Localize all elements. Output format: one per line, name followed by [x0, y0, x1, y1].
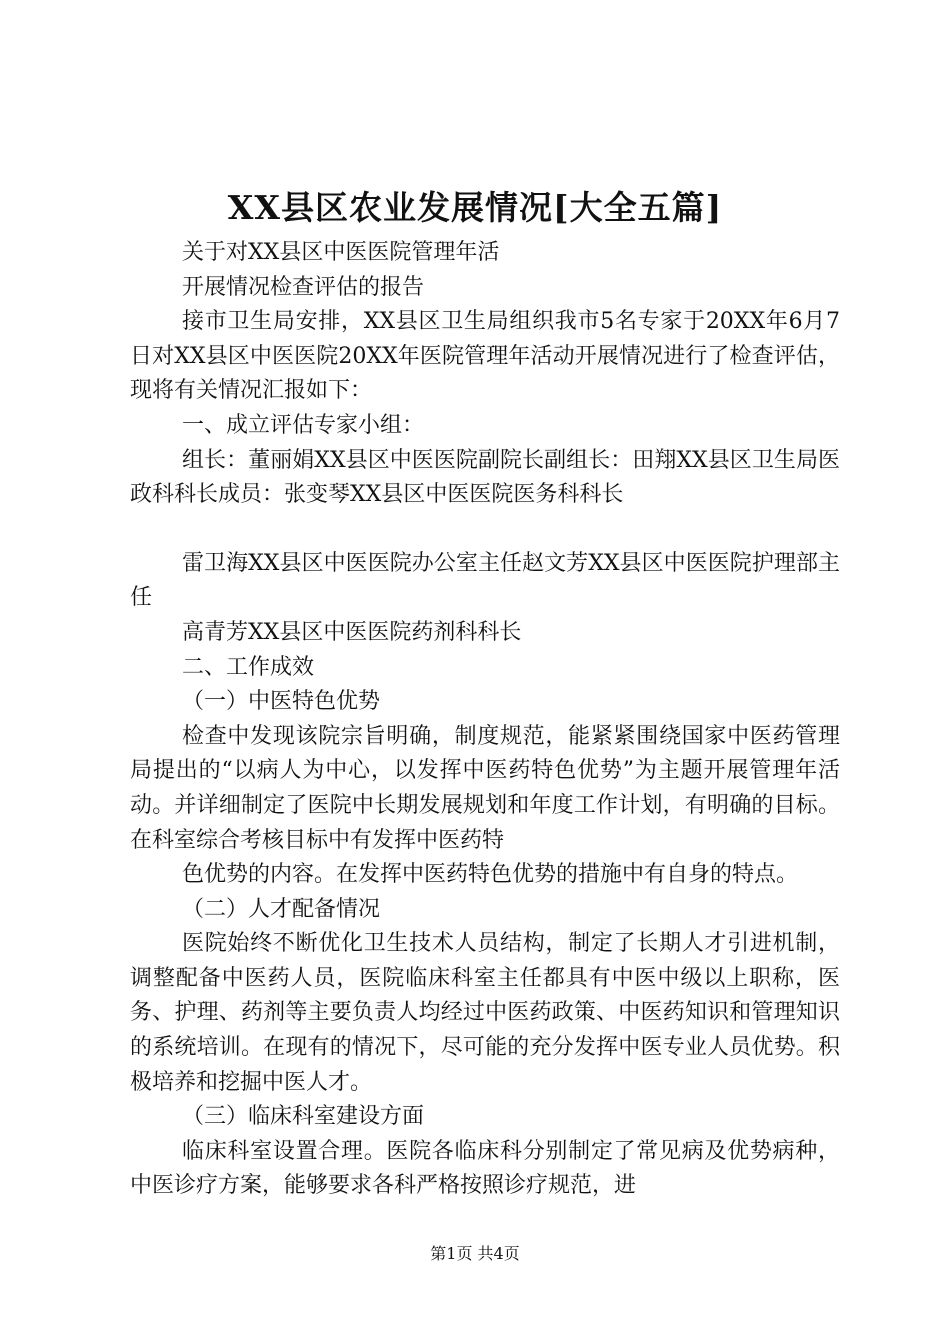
paragraph-clinical-depts: 临床科室设置合理。医院各临床科分别制定了常见病及优势病种，中医诊疗方案，能够要求各科严格按照诊疗规范，进 [130, 1138, 840, 1199]
paragraph-heading-line-2: 开展情况检查评估的报告 [182, 274, 425, 300]
subsection-heading-2: （二）人才配备情况 [182, 896, 381, 922]
document-title: XX县区农业发展情况[大全五篇] [227, 188, 723, 227]
paragraph-intro: 接市卫生局安排，XX县区卫生局组织我市5名专家于20XX年6月7日对XX县区中医医院20XX年医院管理年活动开展情况进行了检查评估，现将有关情况汇报如下： [130, 309, 840, 404]
paragraph-tcm-features-cont: 色优势的内容。在发挥中医药特色优势的措施中有自身的特点。 [182, 862, 799, 888]
paragraph-heading-line-1: 关于对XX县区中医医院管理年活 [182, 240, 500, 265]
paragraph-team-members-3: 高青芳XX县区中医医院药剂科科长 [182, 619, 522, 645]
section-heading-2: 二、工作成效 [182, 654, 315, 680]
document-body [130, 236, 840, 1204]
subsection-heading-3: （三）临床科室建设方面 [182, 1104, 425, 1130]
paragraph-tcm-features: 检查中发现该院宗旨明确，制度规范，能紧紧围绕国家中医药管理局提出的“以病人为中心，以发挥中医药特色优势”为主题开展管理年活动。并详细制定了医院中长期发展规划和年度工作计划，有明确的目标。在科室综合考核目标中有发挥中医药特 [130, 723, 840, 853]
paragraph-team-members: 组长：董丽娟XX县区中医医院副院长副组长：田翔XX县区卫生局医政科科长成员：张变琴XX县区中医医院医务科科长 [130, 447, 840, 508]
section-heading-1: 一、成立评估专家小组： [182, 412, 425, 438]
subsection-heading-1: （一）中医特色优势 [182, 689, 381, 715]
paragraph-team-members-2: 雷卫海XX县区中医医院办公室主任赵文芳XX县区中医医院护理部主任 [130, 550, 840, 611]
blank-line [130, 513, 840, 547]
page-footer: 第1页 共4页 [430, 1244, 520, 1263]
paragraph-staffing: 医院始终不断优化卫生技术人员结构，制定了长期人才引进机制，调整配备中医药人员，医院临床科室主任都具有中医中级以上职称，医务、护理、药剂等主要负责人均经过中医药政策、中医药知识和管理知识的系统培训。在现有的情况下，尽可能的充分发挥中医专业人员优势。积极培养和挖掘中医人才。 [130, 931, 840, 1095]
